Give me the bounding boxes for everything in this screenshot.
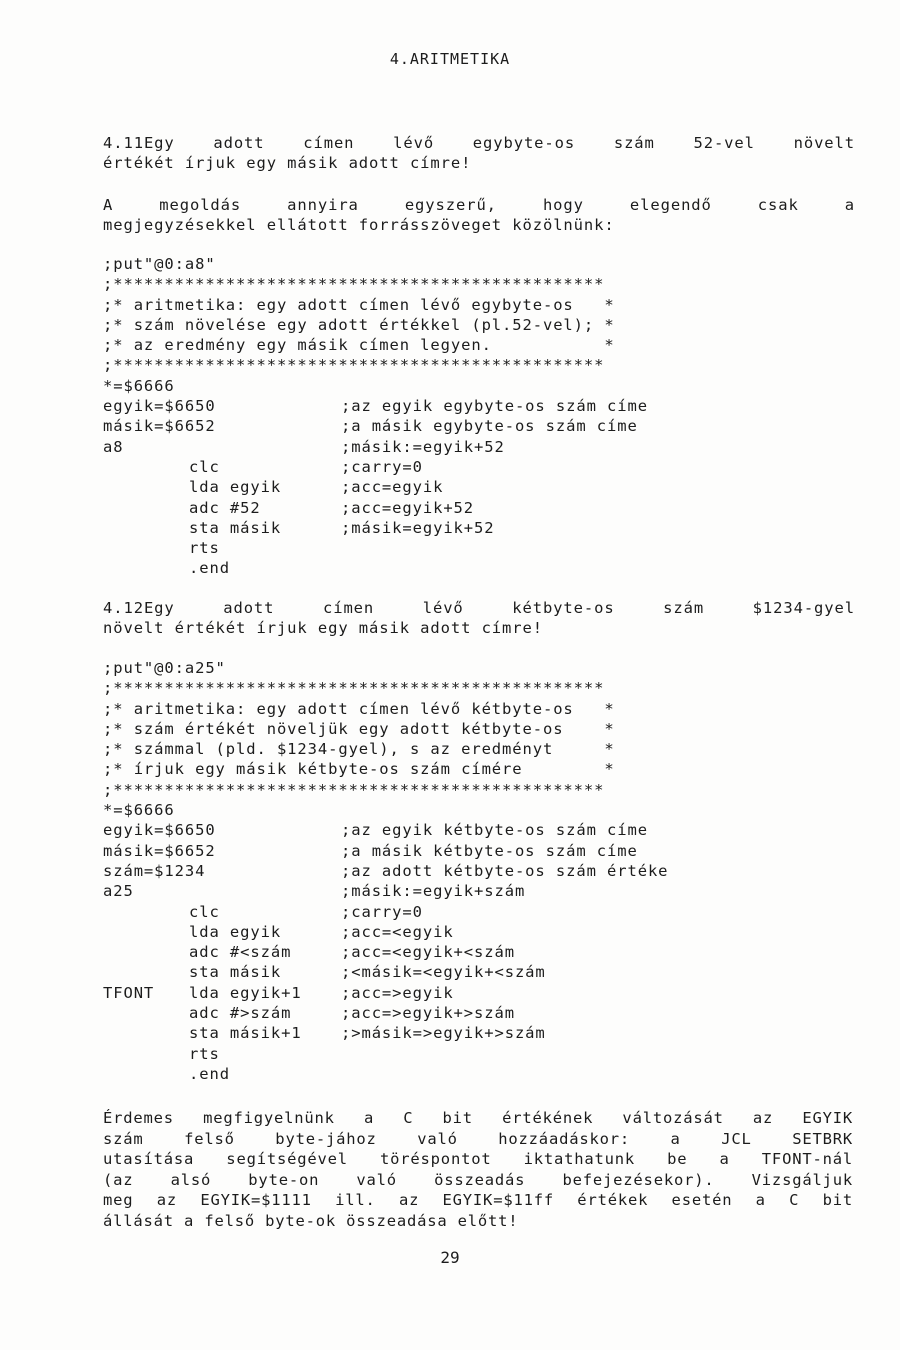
intro-line-2: megjegyzésekkel ellátott forrásszöveget közölnünk: [103, 216, 615, 234]
code-line [103, 678, 743, 698]
code-instruction: sta másik+1 [189, 1024, 302, 1043]
section-title-line-2: értékét írjuk egy másik adott címre! [103, 154, 472, 172]
section-title-line-2: növelt értékét írjuk egy másik adott címre! [103, 619, 543, 637]
code-line [103, 922, 743, 942]
code-comment: ;a másik kétbyte-os szám címe [341, 841, 638, 860]
code-text: ;************************************************ [103, 275, 605, 294]
code-text: ;put"@0:a25" [103, 659, 226, 677]
code-comment: ;acc=<egyik+<szám [341, 943, 515, 962]
code-line [103, 800, 743, 820]
code-line [103, 739, 743, 759]
code-line [103, 1003, 743, 1023]
code-line [103, 315, 743, 335]
code-line [103, 274, 743, 294]
code-line [103, 881, 743, 901]
code-text: ;* aritmetika: egy adott címen lévő kétbyte-os * [103, 699, 615, 718]
code-line [103, 902, 743, 922]
code-label: másik=$6652 [103, 841, 216, 860]
code-instruction: adc #>szám [189, 1004, 292, 1023]
code-instruction: .end [189, 1064, 230, 1083]
code-text: ;************************************************ [103, 356, 605, 375]
code-label: másik=$6652 [103, 417, 216, 436]
code-comment: ;acc=>egyik [341, 983, 454, 1002]
code-label: egyik=$6650 [103, 821, 216, 840]
code-line [103, 759, 743, 779]
section-4-11-intro [103, 195, 855, 235]
code-instruction: lda egyik [189, 922, 282, 941]
page-number: 29 [440, 1248, 460, 1267]
code-line [103, 962, 743, 982]
explanation-paragraph [103, 1108, 853, 1231]
code-instruction: sta másik [189, 518, 282, 537]
code-text: ;************************************************ [103, 780, 605, 799]
code-instruction: adc #52 [189, 498, 261, 517]
code-text: ;* az eredmény egy másik címen legyen. * [103, 336, 615, 355]
code-line [103, 841, 743, 861]
code-text: ;put"@0:a8" [103, 255, 216, 273]
section-4-12-heading [103, 598, 855, 638]
code-line [103, 396, 743, 416]
code-comment: ;carry=0 [341, 457, 423, 476]
code-comment: ;az egyik kétbyte-os szám címe [341, 821, 648, 840]
code-text: ;************************************************ [103, 679, 605, 698]
code-line [103, 861, 743, 881]
code-comment: ;a másik egybyte-os szám címe [341, 417, 638, 436]
code-text: *=$6666 [103, 801, 175, 820]
code-listing-a8 [103, 254, 743, 579]
code-comment: ;acc=egyik [341, 478, 444, 497]
code-line [103, 983, 743, 1003]
code-line [103, 820, 743, 840]
code-label: egyik=$6650 [103, 397, 216, 416]
section-title-text: Egy adott címen lévő kétbyte-os szám $1234-gyel [143, 599, 855, 617]
code-comment: ;acc=<egyik [341, 922, 454, 941]
code-line [103, 719, 743, 739]
section-title-line-1 [103, 598, 855, 618]
code-line [103, 498, 743, 518]
intro-line-1: A megoldás annyira egyszerű, hogy elegendő csak a [103, 196, 855, 214]
code-line [103, 457, 743, 477]
paragraph-line: (az alsó byte-on való összeadás befejezésekor). Vizsgáljuk [103, 1170, 853, 1189]
code-line [103, 477, 743, 497]
code-text: ;* számmal (pld. $1234-gyel), s az eredményt * [103, 740, 615, 759]
code-comment: ;>másik=>egyik+>szám [341, 1024, 546, 1043]
code-label: szám=$1234 [103, 861, 206, 880]
code-line [103, 699, 743, 719]
code-instruction: rts [189, 1044, 220, 1063]
section-title-line-1 [103, 133, 855, 153]
chapter-header: 4.ARITMETIKA [389, 50, 511, 68]
code-line [103, 295, 743, 315]
code-comment: ;az egyik egybyte-os szám címe [341, 397, 648, 416]
section-number: 4.12 [103, 599, 144, 617]
code-line [103, 558, 743, 578]
code-text: ;* szám értékét növeljük egy adott kétbyte-os * [103, 719, 615, 738]
code-instruction: lda egyik [189, 478, 282, 497]
code-instruction: lda egyik+1 [189, 983, 302, 1002]
code-comment: ;<másik=<egyik+<szám [341, 963, 546, 982]
code-label: a8 [103, 437, 124, 456]
code-line [103, 437, 743, 457]
code-line [103, 538, 743, 558]
code-comment: ;másik=egyik+52 [341, 518, 495, 537]
code-comment: ;másik:=egyik+52 [341, 437, 505, 456]
code-comment: ;másik:=egyik+szám [341, 882, 526, 901]
code-instruction: clc [189, 457, 220, 476]
code-instruction: sta másik [189, 963, 282, 982]
code-instruction: clc [189, 902, 220, 921]
paragraph-line: Érdemes megfigyelnünk a C bit értékének változását az EGYIK [103, 1109, 853, 1127]
section-number: 4.11 [103, 134, 144, 152]
code-line [103, 376, 743, 396]
code-line [103, 355, 743, 375]
paragraph-line: meg az EGYIK=$1111 ill. az EGYIK=$11ff értékek esetén a C bit [103, 1191, 853, 1209]
code-line [103, 1064, 743, 1084]
code-text: ;* írjuk egy másik kétbyte-os szám címére * [103, 760, 615, 779]
section-4-11-heading [103, 133, 855, 173]
code-listing-a25 [103, 658, 743, 1084]
code-line [103, 416, 743, 436]
code-comment: ;acc=>egyik+>szám [341, 1004, 515, 1023]
code-label: TFONT [103, 983, 155, 1002]
code-text: ;* szám növelése egy adott értékkel (pl.52-vel); * [103, 315, 615, 334]
code-comment: ;acc=egyik+52 [341, 498, 475, 517]
code-comment: ;carry=0 [341, 902, 423, 921]
code-line [103, 658, 743, 678]
code-line [103, 1023, 743, 1043]
paragraph-line: utasítása segítségével töréspontot iktathatunk be a TFONT-nál [103, 1150, 853, 1168]
code-text: *=$6666 [103, 376, 175, 395]
code-line [103, 254, 743, 274]
section-title-text: Egy adott címen lévő egybyte-os szám 52-vel növelt [143, 134, 855, 152]
code-line [103, 518, 743, 538]
code-instruction: rts [189, 539, 220, 558]
paragraph-line: állását a felső byte-ok összeadása előtt! [103, 1211, 519, 1230]
code-line [103, 1044, 743, 1064]
code-line [103, 942, 743, 962]
code-comment: ;az adott kétbyte-os szám értéke [341, 861, 669, 880]
code-line [103, 780, 743, 800]
code-instruction: adc #<szám [189, 943, 292, 962]
code-label: a25 [103, 882, 134, 901]
code-instruction: .end [189, 559, 230, 578]
code-text: ;* aritmetika: egy adott címen lévő egybyte-os * [103, 295, 615, 314]
code-line [103, 335, 743, 355]
paragraph-line: szám felső byte-jához való hozzáadáskor: a JCL SETBRK [103, 1129, 853, 1148]
